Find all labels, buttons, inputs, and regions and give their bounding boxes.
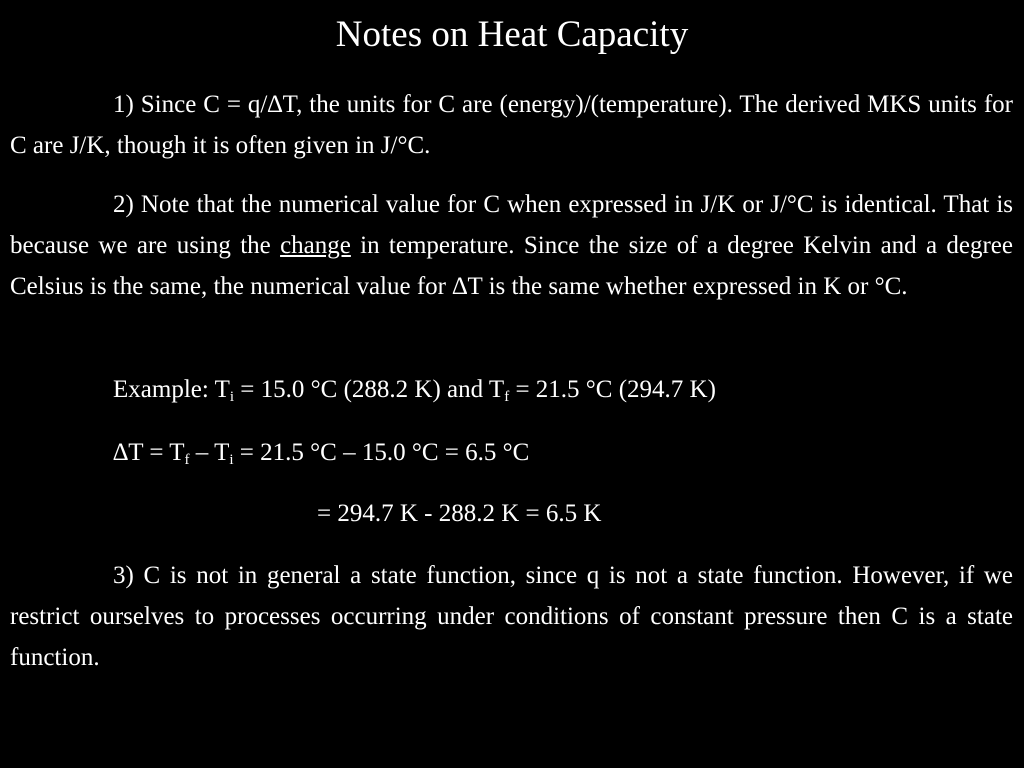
example-middle: = 15.0 °C (288.2 K) and T — [234, 376, 505, 403]
example-suffix: = 21.5 °C (294.7 K) — [509, 376, 716, 403]
paragraph-state-function — [10, 555, 1013, 678]
delta-middle: – T — [189, 439, 230, 466]
subscript-f: f — [504, 389, 510, 405]
underlined-word-change: change — [280, 232, 351, 259]
subscript-i: i — [229, 452, 234, 468]
slide-title: Notes on Heat Capacity — [335, 14, 689, 55]
paragraph-numerical-value — [10, 184, 1013, 307]
paragraph-units — [10, 84, 1013, 166]
paragraph-state-function-text: 3) C is not in general a state function, since q is not a state function. However, if we restrict ourselves to processes occurring under conditions of constant pressure then C is a state function. — [10, 562, 1013, 671]
delta-t-celsius-line — [113, 432, 529, 473]
subscript-i: i — [229, 389, 235, 405]
paragraph-numerical-value-before: 2) Note that the numerical value for C when expressed in J/K or J/°C is identical. That is because we are using the — [10, 191, 1013, 259]
delta-prefix: ∆T = T — [113, 439, 185, 466]
paragraph-numerical-value-after: in temperature. Since the size of a degree Kelvin and a degree Celsius is the same, the numerical value for ∆T is the same whether expressed in K or °C. — [10, 232, 1014, 300]
delta-suffix: = 21.5 °C – 15.0 °C = 6.5 °C — [233, 439, 530, 466]
subscript-f: f — [184, 452, 190, 468]
paragraph-units-text: 1) Since C = q/∆T, the units for C are (energy)/(temperature). The derived MKS units for C are J/K, though it is often given in J/°C. — [10, 91, 1013, 159]
delta-t-kelvin-line: = 294.7 K - 288.2 K = 6.5 K — [317, 500, 602, 527]
example-line — [113, 369, 716, 410]
example-prefix: Example: T — [113, 376, 230, 403]
